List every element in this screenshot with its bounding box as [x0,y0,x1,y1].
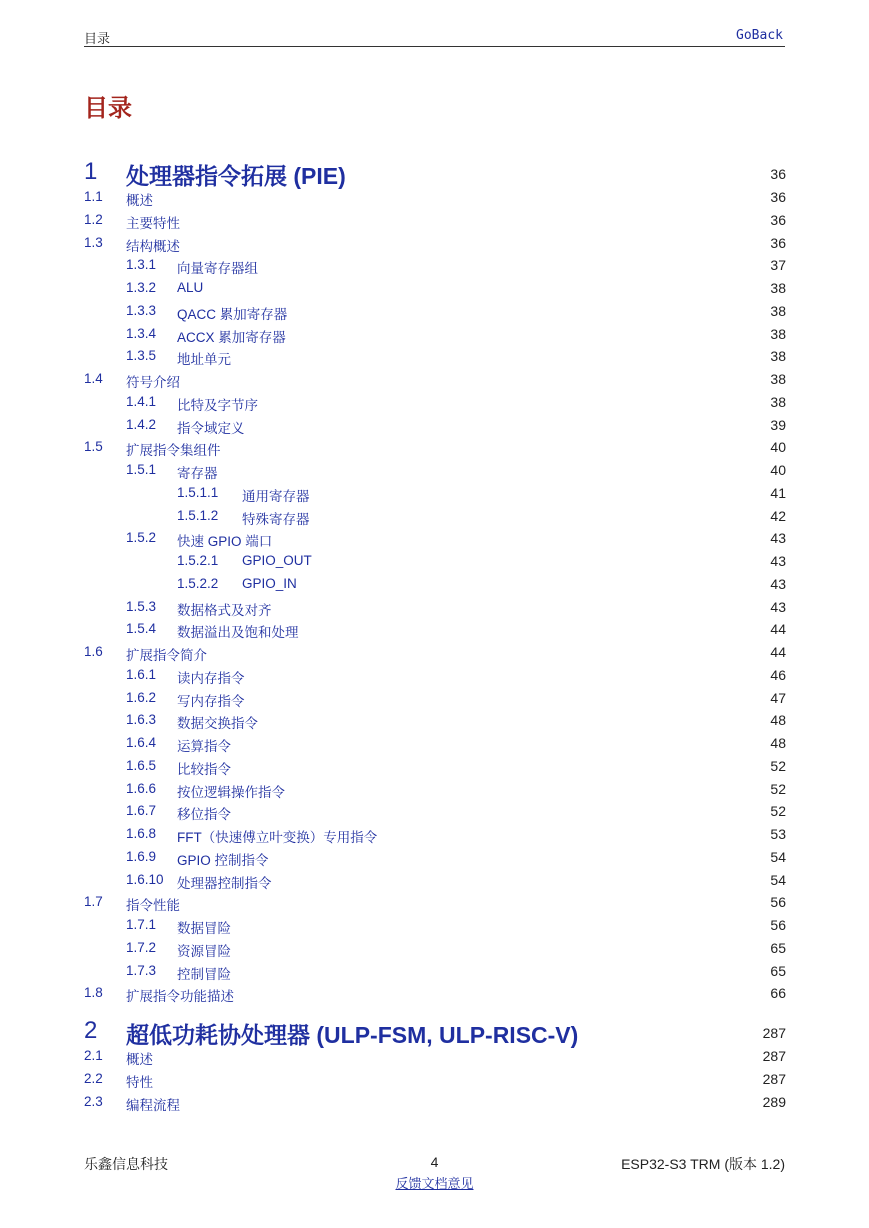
toc-entry-page[interactable]: 66 [770,985,786,1002]
toc-entry-number: 1.8 [84,985,103,1001]
toc-entry-label[interactable]: 超低功耗协处理器 (ULP-FSM, ULP-RISC-V) [126,1022,579,1048]
toc-entry-number: 1.4 [84,371,103,386]
toc-entry-page[interactable]: 41 [770,484,786,501]
footer-company: 乐鑫信息科技 [84,1157,168,1173]
toc-entry-number: 1.4.2 [126,416,157,432]
toc-entry-number: 1.3.3 [126,302,157,318]
toc-entry-page[interactable]: 287 [762,1048,786,1064]
toc-entry-number: 1.5.1 [126,462,157,477]
toc-entry-page[interactable]: 65 [770,939,786,956]
toc-entry-number: 1.5.4 [126,621,157,637]
toc-entry-label[interactable]: FFT（快速傅立叶变换）专用指令 [177,830,378,845]
toc-entry-page[interactable]: 287 [762,1025,786,1041]
footer-page-number: 4 [430,1154,439,1170]
toc-entry-number: 1.6.5 [126,757,157,773]
toc-entry-page[interactable]: 36 [770,211,786,228]
toc-entry-number: 1.5.1.2 [177,507,219,523]
page-header-title: 目录 [84,32,111,47]
feedback-link[interactable]: 反馈文档意见 [395,1177,474,1192]
toc-entry-number: 1.6.1 [126,666,157,682]
toc-entry-label[interactable]: 编程流程 [126,1097,180,1113]
toc-entry-number: 1.7 [84,894,103,910]
toc-entry-label[interactable]: ALU [177,280,204,295]
toc-entry-page[interactable]: 43 [770,598,786,615]
toc-entry-label[interactable]: GPIO_IN [242,575,297,591]
toc-entry-page[interactable]: 38 [770,280,786,296]
toc-entry-label[interactable]: 指令域定义 [177,420,245,436]
toc-entry-label[interactable]: 写内存指令 [177,693,245,709]
toc-entry-label[interactable]: 数据格式及对齐 [177,602,272,618]
toc-entry-page[interactable]: 287 [762,1070,786,1087]
toc-entry-page[interactable]: 46 [770,666,786,683]
toc-entry-number: 1.6.4 [126,735,157,750]
toc-entry-label[interactable]: 主要特性 [126,215,180,231]
toc-entry-label[interactable]: 概述 [126,1052,153,1067]
toc-entry-number: 1 [84,158,98,185]
toc-entry-number: 2.3 [84,1093,103,1109]
toc-entry-page[interactable]: 43 [770,575,786,592]
toc-entry-label[interactable]: QACC 累加寄存器 [177,306,288,322]
toc-entry-page[interactable]: 48 [770,735,786,751]
toc-entry-number: 2.2 [84,1070,103,1086]
toc-entry-page[interactable]: 52 [770,757,786,774]
toc-entry-number: 1.6.7 [126,803,157,819]
toc-entry-label[interactable]: 数据溢出及饱和处理 [177,625,299,641]
toc-entry-number: 1.3.4 [126,325,157,341]
toc-entry-label[interactable]: 数据交换指令 [177,716,258,732]
page-title: 目录 [84,93,132,122]
toc-entry-label[interactable]: 扩展指令简介 [126,648,207,663]
toc-entry-label[interactable]: 数据冒险 [177,921,231,936]
toc-entry-label[interactable]: 资源冒险 [177,943,231,959]
toc-entry-label[interactable]: 扩展指令功能描述 [126,989,234,1005]
toc-entry-page[interactable]: 38 [770,371,786,387]
toc-entry-page[interactable]: 54 [770,871,786,888]
toc-entry-page[interactable]: 39 [770,416,786,433]
toc-entry-number: 2 [84,1017,98,1044]
toc-entry-label[interactable]: 处理器指令拓展 (PIE) [126,163,346,189]
toc-entry-number: 1.7.3 [126,962,157,978]
toc-entry-number: 1.5.2 [126,530,157,546]
toc-entry-page[interactable]: 36 [770,166,786,182]
toc-entry-number: 1.6.8 [126,826,157,841]
toc-entry-label[interactable]: 扩展指令集组件 [126,443,221,459]
toc-entry-number: 1.5.2.2 [177,575,219,591]
toc-entry-label[interactable]: GPIO_OUT [242,553,312,568]
toc-entry-label[interactable]: 快速 GPIO 端口 [177,534,273,550]
toc-entry-label[interactable]: 读内存指令 [177,670,245,686]
toc-entry-page[interactable]: 43 [770,530,786,547]
toc-entry-label[interactable]: 按位逻辑操作指令 [177,784,285,800]
toc-entry-page[interactable]: 42 [770,507,786,524]
toc-entry-page[interactable]: 54 [770,848,786,865]
toc-entry-number: 1.6.3 [126,712,157,728]
toc-entry-number: 1.3.5 [126,348,157,364]
toc-entry-label[interactable]: 概述 [126,193,153,208]
toc-entry-page[interactable]: 47 [770,689,786,706]
toc-entry-page[interactable]: 52 [770,780,786,797]
toc-entry-page[interactable]: 56 [770,917,786,933]
toc-entry-number: 1.3.2 [126,280,157,295]
toc-entry-number: 1.5.2.1 [177,553,219,568]
toc-entry-label[interactable]: 结构概述 [126,238,180,254]
toc-entry-number: 1.6.10 [126,871,164,887]
toc-entry-number: 1.5.3 [126,598,157,614]
toc-entry-label[interactable]: 移位指令 [177,807,231,823]
toc-entry-label[interactable]: 通用寄存器 [242,488,310,504]
toc-entry-label[interactable]: ACCX 累加寄存器 [177,329,286,345]
toc-entry-label[interactable]: 向量寄存器组 [177,261,258,277]
toc-entry-page[interactable]: 38 [770,325,786,342]
toc-entry-label[interactable]: 比较指令 [177,761,231,777]
footer-doc-version: ESP32-S3 TRM (版本 1.2) [621,1156,785,1172]
toc-entry-label[interactable]: 控制冒险 [177,966,231,982]
toc-entry-number: 1.3.1 [126,257,157,273]
toc-entry-number: 1.2 [84,211,103,227]
toc-entry-page[interactable]: 40 [770,439,786,456]
toc-entry-page[interactable]: 65 [770,962,786,979]
toc-entry-number: 1.6.9 [126,848,157,864]
toc-entry-page[interactable]: 36 [770,189,786,205]
toc-entry-number: 1.6 [84,644,103,659]
toc-entry-number: 1.5.1.1 [177,484,219,500]
toc-entry-page[interactable]: 289 [762,1093,786,1110]
toc-entry-page[interactable]: 52 [770,803,786,820]
toc-entry-label[interactable]: 特性 [126,1074,153,1090]
toc-entry-number: 1.3 [84,234,103,250]
toc-entry-label[interactable]: 特殊寄存器 [242,511,310,527]
toc-entry-label[interactable]: 寄存器 [177,466,218,481]
toc-entry-page[interactable]: 53 [770,826,786,842]
toc-entry-page[interactable]: 40 [770,462,786,478]
toc-entry-page[interactable]: 44 [770,621,786,638]
toc-entry-label[interactable]: 运算指令 [177,739,231,754]
toc-entry-number: 1.6.2 [126,689,157,705]
toc-entry-page[interactable]: 38 [770,393,786,410]
toc-entry-number: 1.5 [84,439,103,455]
toc-entry-number: 1.1 [84,189,103,204]
toc-entry-page[interactable]: 56 [770,894,786,911]
toc-entry-page[interactable]: 38 [770,348,786,365]
toc-entry-number: 1.4.1 [126,393,157,409]
toc-entry-label[interactable]: GPIO 控制指令 [177,852,269,868]
toc-entry-number: 1.7.1 [126,917,157,932]
toc-entry-number: 2.1 [84,1048,103,1063]
toc-entry-page[interactable]: 48 [770,712,786,729]
toc-entry-label[interactable]: 符号介绍 [126,375,180,390]
goback-link[interactable]: GoBack [736,28,783,43]
toc-entry-page[interactable]: 38 [770,302,786,319]
toc-entry-page[interactable]: 44 [770,644,786,660]
toc-entry-label[interactable]: 比特及字节序 [177,397,258,413]
toc-entry-label[interactable]: 地址单元 [177,352,231,368]
toc-entry-number: 1.6.6 [126,780,157,796]
toc-entry-page[interactable]: 37 [770,257,786,274]
toc-entry-page[interactable]: 43 [770,553,786,569]
toc-entry-number: 1.7.2 [126,939,157,955]
toc-entry-page[interactable]: 36 [770,234,786,251]
toc-entry-label[interactable]: 处理器控制指令 [177,875,272,891]
toc-entry-label[interactable]: 指令性能 [126,898,180,914]
